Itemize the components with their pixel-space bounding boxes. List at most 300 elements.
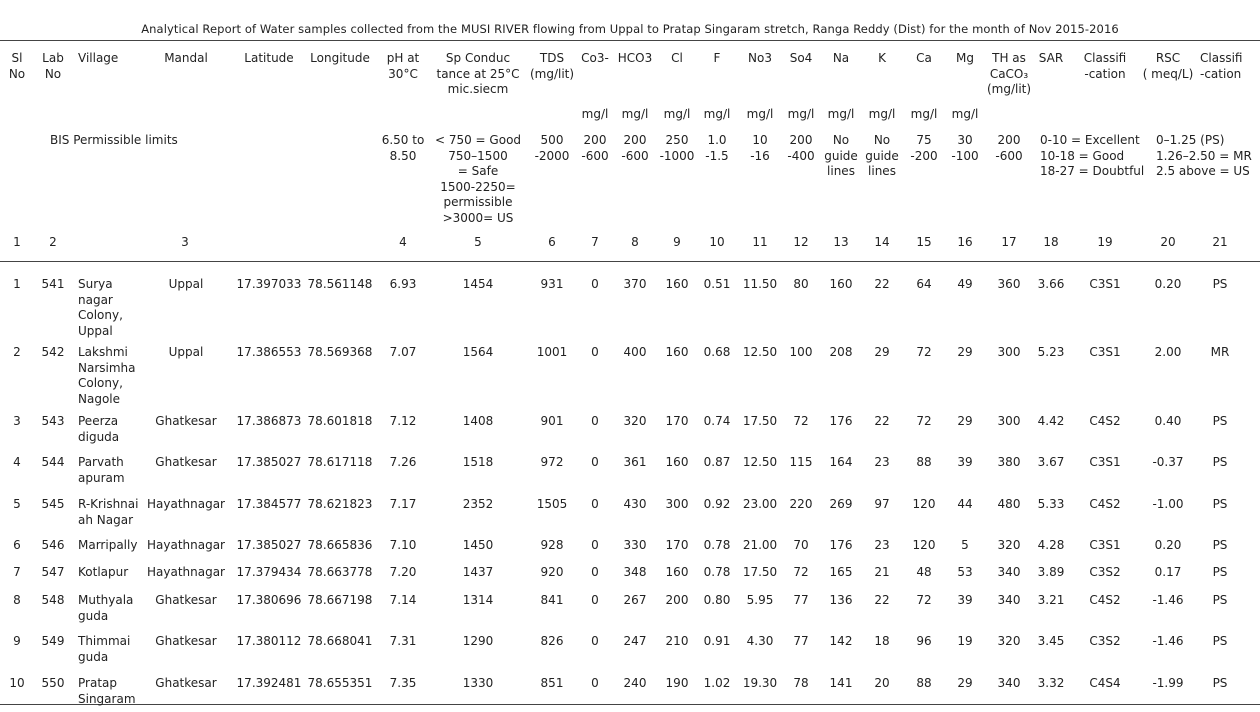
row-5-col-14-line: 70: [793, 538, 809, 552]
row-2-col-8: [527, 414, 577, 430]
limit-20: [1040, 133, 1150, 180]
row-1-col-8: [527, 345, 577, 361]
col-number-17-line: 15: [916, 235, 932, 249]
col-number-22-line: 20: [1160, 235, 1176, 249]
row-3-col-23-line: PS: [1212, 455, 1228, 469]
row-1-col-12-line: 0.68: [703, 345, 731, 359]
row-0-col-8: [527, 277, 577, 293]
row-9-col-4: [236, 676, 302, 692]
row-3-col-5-line: 78.617118: [307, 455, 373, 469]
row-1-col-19: [984, 345, 1034, 361]
limit-6-line: 8.50: [389, 148, 417, 163]
limit-18-line: -100: [951, 148, 979, 163]
row-3-col-8: [527, 455, 577, 471]
row-9-col-21: [1064, 676, 1146, 692]
row-0-col-5: [305, 277, 375, 293]
row-1-col-22-line: 2.00: [1154, 345, 1182, 359]
header-7-line: tance at 25°C: [436, 66, 520, 81]
col-number-11-line: 9: [673, 235, 681, 249]
header-8-line: TDS: [539, 51, 565, 65]
row-0-col-14-line: 80: [793, 277, 809, 291]
row-6-col-8-line: 920: [540, 565, 564, 579]
row-5-col-18-line: 5: [961, 538, 969, 552]
row-2-col-22-line: 0.40: [1154, 414, 1182, 428]
col-number-18: [946, 235, 984, 251]
row-4-col-8: [527, 497, 577, 513]
row-9-col-8-line: 851: [540, 676, 564, 690]
row-7-col-19-line: 340: [997, 593, 1021, 607]
row-5-col-4-line: 17.385027: [236, 538, 302, 552]
row-8-col-0-line: 9: [13, 634, 21, 648]
row-7-col-6: [381, 593, 425, 609]
row-8-col-9: [577, 634, 613, 650]
row-4-col-13-line: 23.00: [742, 497, 778, 511]
row-5-col-5: [305, 538, 375, 554]
row-6-col-15-line: 165: [829, 565, 853, 579]
header-15-line: Na: [832, 51, 850, 65]
row-6-col-17-line: 48: [916, 565, 932, 579]
row-0-col-14: [782, 277, 820, 293]
header-6-line: pH at: [386, 51, 420, 65]
row-5-col-7: [428, 538, 528, 554]
row-8-col-13: [739, 634, 781, 650]
row-6-col-2: [78, 565, 146, 581]
row-3-col-20-line: 3.67: [1037, 455, 1065, 469]
row-4-col-8-line: 1505: [536, 497, 568, 511]
row-7-col-7: [428, 593, 528, 609]
row-3-col-2-line: Parvath: [78, 455, 124, 469]
header-22-line: RSC: [1155, 51, 1181, 65]
row-6-col-14-line: 72: [793, 565, 809, 579]
row-9-col-13: [739, 676, 781, 692]
header-19-line: CaCO₃: [989, 66, 1029, 81]
header-10: [614, 51, 656, 67]
row-7-col-20-line: 3.21: [1037, 593, 1065, 607]
unit-16: [861, 107, 903, 123]
row-7-col-17-line: 72: [916, 593, 932, 607]
limit-19: [984, 133, 1034, 164]
header-21: [1064, 51, 1146, 82]
row-2-col-9-line: 0: [591, 414, 599, 428]
header-16: [861, 51, 903, 67]
row-6-col-22-line: 0.17: [1154, 565, 1182, 579]
col-number-6-line: 4: [399, 235, 407, 249]
row-0-col-5-line: 78.561148: [307, 277, 373, 291]
row-4-col-9: [577, 497, 613, 513]
limit-20-line: 0-10 = Excellent: [1040, 133, 1140, 147]
limit-11: [658, 133, 696, 164]
row-9-col-23-line: PS: [1212, 676, 1228, 690]
row-1-col-19-line: 300: [997, 345, 1021, 359]
row-5-col-12: [698, 538, 736, 554]
limit-14: [782, 133, 820, 164]
row-7-col-6-line: 7.14: [389, 593, 417, 607]
row-8-col-8-line: 826: [540, 634, 564, 648]
row-7-col-2: [78, 593, 146, 624]
col-number-12: [698, 235, 736, 251]
row-2-col-20-line: 4.42: [1037, 414, 1065, 428]
row-8-col-3: [145, 634, 227, 650]
row-1-col-9: [577, 345, 613, 361]
row-5-col-6-line: 7.10: [389, 538, 417, 552]
row-1-col-2: [78, 345, 146, 407]
row-7-col-13: [739, 593, 781, 609]
header-0: [0, 51, 34, 82]
row-5-col-15-line: 176: [829, 538, 853, 552]
header-6: [381, 51, 425, 82]
row-6-col-21-line: C3S2: [1089, 565, 1121, 579]
header-13: [739, 51, 781, 67]
row-6-col-12: [698, 565, 736, 581]
col-number-14-line: 12: [793, 235, 809, 249]
row-5-col-21-line: C3S1: [1089, 538, 1121, 552]
limit-13-line: -16: [750, 148, 770, 163]
row-9-col-19-line: 340: [997, 676, 1021, 690]
row-7-col-12-line: 0.80: [703, 593, 731, 607]
unit-11: [658, 107, 696, 123]
row-0-col-13-line: 11.50: [742, 277, 778, 291]
header-14: [782, 51, 820, 67]
row-1-col-21: [1064, 345, 1146, 361]
row-4-col-12-line: 0.92: [703, 497, 731, 511]
row-5-col-7-line: 1450: [462, 538, 494, 552]
row-1-col-17: [905, 345, 943, 361]
row-7-col-0: [0, 593, 34, 609]
row-9-col-8: [527, 676, 577, 692]
row-9-col-7: [428, 676, 528, 692]
row-8-col-7-line: 1290: [462, 634, 494, 648]
row-3-col-21-line: C3S1: [1089, 455, 1121, 469]
header-7-line: mic.siecm: [447, 82, 509, 96]
row-6-col-1: [34, 565, 72, 581]
row-2-col-12-line: 0.74: [703, 414, 731, 428]
row-5-col-8-line: 928: [540, 538, 564, 552]
limit-17-line: -200: [910, 148, 938, 163]
row-6-col-16: [861, 565, 903, 581]
row-2-col-17-line: 72: [916, 414, 932, 428]
row-3-col-12: [698, 455, 736, 471]
row-1-col-2-line: Nagole: [78, 391, 121, 406]
col-number-21: [1064, 235, 1146, 251]
limit-15: [821, 133, 861, 180]
row-8-col-22-line: -1.46: [1152, 634, 1184, 648]
row-1-col-15-line: 208: [829, 345, 853, 359]
row-7-col-21: [1064, 593, 1146, 609]
unit-12: [698, 107, 736, 123]
row-9-col-17-line: 88: [916, 676, 932, 690]
row-0-col-19: [984, 277, 1034, 293]
row-7-col-2-line: guda: [78, 608, 109, 623]
row-1-col-0: [0, 345, 34, 361]
row-0-col-1-line: 541: [41, 277, 65, 291]
row-9-col-5-line: 78.655351: [307, 676, 373, 690]
row-9-col-9-line: 0: [591, 676, 599, 690]
row-4-col-22-line: -1.00: [1152, 497, 1184, 511]
row-9-col-20: [1036, 676, 1066, 692]
col-number-1: [34, 235, 72, 251]
row-6-col-2-line: Kotlapur: [78, 565, 129, 579]
row-6-col-7: [428, 565, 528, 581]
header-5: [305, 51, 375, 67]
row-6-col-1-line: 547: [41, 565, 65, 579]
row-0-col-20-line: 3.66: [1037, 277, 1065, 291]
col-number-10-line: 8: [631, 235, 639, 249]
unit-15-line: mg/l: [827, 107, 855, 121]
row-5-col-3-line: Hayathnagar: [146, 538, 225, 552]
row-2-col-6-line: 7.12: [389, 414, 417, 428]
row-1-col-13: [739, 345, 781, 361]
row-0-col-3-line: Uppal: [168, 277, 204, 291]
row-6-col-19: [984, 565, 1034, 581]
row-5-col-2-line: Marripally: [78, 538, 138, 552]
header-9-line: Co3-: [581, 51, 609, 65]
row-4-col-5: [305, 497, 375, 513]
row-8-col-2-line: Thimmai: [78, 634, 131, 648]
row-2-col-15-line: 176: [829, 414, 853, 428]
limit-9: [577, 133, 613, 164]
row-4-col-2-line: ah Nagar: [78, 512, 134, 527]
row-5-col-8: [527, 538, 577, 554]
row-4-col-0: [0, 497, 34, 513]
row-8-col-4-line: 17.380112: [236, 634, 302, 648]
row-0-col-11-line: 160: [665, 277, 689, 291]
row-8-col-4: [236, 634, 302, 650]
row-8-col-11-line: 210: [665, 634, 689, 648]
row-5-col-2: [78, 538, 146, 554]
unit-15: [821, 107, 861, 123]
row-4-col-5-line: 78.621823: [307, 497, 373, 511]
row-5-col-12-line: 0.78: [703, 538, 731, 552]
row-8-col-18-line: 19: [957, 634, 973, 648]
row-3-col-14-line: 115: [789, 455, 813, 469]
row-4-col-18: [946, 497, 984, 513]
header-4: [236, 51, 302, 67]
row-1-col-7-line: 1564: [462, 345, 494, 359]
limit-17: [905, 133, 943, 164]
row-8-col-23-line: PS: [1212, 634, 1228, 648]
row-4-col-23-line: PS: [1212, 497, 1228, 511]
row-7-col-18: [946, 593, 984, 609]
row-3-col-18: [946, 455, 984, 471]
row-2-col-10: [614, 414, 656, 430]
limit-18: [946, 133, 984, 164]
row-8-col-6-line: 7.31: [389, 634, 417, 648]
col-number-0-line: 1: [13, 235, 21, 249]
row-4-col-6: [381, 497, 425, 513]
row-1-col-18: [946, 345, 984, 361]
row-2-col-18: [946, 414, 984, 430]
row-4-col-17-line: 120: [912, 497, 936, 511]
row-0-col-16-line: 22: [874, 277, 890, 291]
row-6-col-6: [381, 565, 425, 581]
row-8-col-12-line: 0.91: [703, 634, 731, 648]
row-4-col-16: [861, 497, 903, 513]
row-7-col-0-line: 8: [13, 593, 21, 607]
row-6-col-10-line: 348: [623, 565, 647, 579]
unit-10: [614, 107, 656, 123]
col-number-1-line: 2: [49, 235, 57, 249]
col-number-13-line: 11: [752, 235, 768, 249]
limit-11-line: 250: [665, 133, 689, 147]
row-2-col-8-line: 901: [540, 414, 564, 428]
limit-20-line: 10-18 = Good: [1040, 148, 1125, 163]
row-8-col-1: [34, 634, 72, 650]
row-5-col-9-line: 0: [591, 538, 599, 552]
col-number-11: [658, 235, 696, 251]
row-3-col-17: [905, 455, 943, 471]
row-0-col-6-line: 6.93: [389, 277, 417, 291]
limit-12: [698, 133, 736, 164]
header-19: [984, 51, 1034, 98]
row-9-col-3-line: Ghatkesar: [155, 676, 217, 690]
row-2-col-20: [1036, 414, 1066, 430]
row-8-col-22: [1140, 634, 1196, 650]
row-9-col-22: [1140, 676, 1196, 692]
limit-9-line: 200: [583, 133, 607, 147]
row-1-col-17-line: 72: [916, 345, 932, 359]
row-9-col-12-line: 1.02: [703, 676, 731, 690]
row-9-col-14: [782, 676, 820, 692]
limit-8: [527, 133, 577, 164]
row-0-col-17: [905, 277, 943, 293]
limit-14-line: 200: [789, 133, 813, 147]
row-0-col-1: [34, 277, 72, 293]
row-1-col-11: [658, 345, 696, 361]
row-3-col-19: [984, 455, 1034, 471]
row-2-col-5-line: 78.601818: [307, 414, 373, 428]
row-7-col-11-line: 200: [665, 593, 689, 607]
row-6-col-0-line: 7: [13, 565, 21, 579]
header-16-line: K: [878, 51, 886, 65]
row-7-col-8: [527, 593, 577, 609]
row-3-col-16: [861, 455, 903, 471]
row-2-col-18-line: 29: [957, 414, 973, 428]
row-8-col-2-line: guda: [78, 649, 109, 664]
limit-9-line: -600: [581, 148, 609, 163]
row-2-col-6: [381, 414, 425, 430]
row-8-col-17-line: 96: [916, 634, 932, 648]
col-number-19-line: 17: [1001, 235, 1017, 249]
row-1-col-20: [1036, 345, 1066, 361]
row-8-col-15: [821, 634, 861, 650]
row-0-col-13: [739, 277, 781, 293]
row-1-col-14-line: 100: [789, 345, 813, 359]
row-4-col-15-line: 269: [829, 497, 853, 511]
row-6-col-13-line: 17.50: [742, 565, 778, 579]
header-4-line: Latitude: [244, 51, 294, 65]
row-1-col-5-line: 78.569368: [307, 345, 373, 359]
row-2-col-19: [984, 414, 1034, 430]
row-6-col-13: [739, 565, 781, 581]
row-2-col-2-line: diguda: [78, 429, 120, 444]
row-3-col-10-line: 361: [623, 455, 647, 469]
header-23-line: Classifi: [1200, 51, 1243, 65]
col-number-20: [1036, 235, 1066, 251]
header-9: [577, 51, 613, 67]
row-8-col-9-line: 0: [591, 634, 599, 648]
unit-17-line: mg/l: [910, 107, 938, 121]
header-2-line: Village: [78, 51, 119, 65]
row-9-col-18-line: 29: [957, 676, 973, 690]
row-1-col-3-line: Uppal: [168, 345, 204, 359]
limit-13: [739, 133, 781, 164]
col-number-2: [150, 235, 220, 251]
row-9-col-4-line: 17.392481: [236, 676, 302, 690]
row-3-col-2: [78, 455, 146, 486]
col-number-22: [1140, 235, 1196, 251]
row-7-col-10-line: 267: [623, 593, 647, 607]
row-0-col-4-line: 17.397033: [236, 277, 302, 291]
row-3-col-22-line: -0.37: [1152, 455, 1184, 469]
row-5-col-15: [821, 538, 861, 554]
row-9-col-9: [577, 676, 613, 692]
row-2-col-7-line: 1408: [462, 414, 494, 428]
row-7-col-10: [614, 593, 656, 609]
row-3-col-17-line: 88: [916, 455, 932, 469]
row-3-col-11: [658, 455, 696, 471]
limit-19-line: 200: [997, 133, 1021, 147]
row-0-col-0: [0, 277, 34, 293]
unit-14: [782, 107, 820, 123]
row-0-col-8-line: 931: [540, 277, 564, 291]
row-2-col-11-line: 170: [665, 414, 689, 428]
unit-18: [946, 107, 984, 123]
row-0-col-9: [577, 277, 613, 293]
row-4-col-1-line: 545: [41, 497, 65, 511]
row-1-col-4-line: 17.386553: [236, 345, 302, 359]
header-22-line: ( meq/L): [1142, 66, 1194, 81]
row-7-col-19: [984, 593, 1034, 609]
row-2-col-7: [428, 414, 528, 430]
header-8-line: (mg/lit): [529, 66, 575, 81]
row-4-col-23: [1200, 497, 1240, 513]
row-7-col-4-line: 17.380696: [236, 593, 302, 607]
col-number-7: [428, 235, 528, 251]
row-9-col-10-line: 240: [623, 676, 647, 690]
limit-10: [614, 133, 656, 164]
row-4-col-17: [905, 497, 943, 513]
header-11: [658, 51, 696, 67]
col-number-2-line: 3: [181, 235, 189, 249]
row-7-col-14: [782, 593, 820, 609]
row-5-col-13-line: 21.00: [742, 538, 778, 552]
row-5-col-17-line: 120: [912, 538, 936, 552]
header-2: [78, 51, 146, 67]
row-6-col-5-line: 78.663778: [307, 565, 373, 579]
col-number-8: [527, 235, 577, 251]
row-2-col-2: [78, 414, 146, 445]
row-2-col-5: [305, 414, 375, 430]
row-4-col-4: [236, 497, 302, 513]
row-6-col-9: [577, 565, 613, 581]
unit-11-line: mg/l: [663, 107, 691, 121]
row-0-col-22-line: 0.20: [1154, 277, 1182, 291]
row-3-col-3-line: Ghatkesar: [155, 455, 217, 469]
row-9-col-2: [78, 676, 146, 707]
header-12: [698, 51, 736, 67]
row-9-col-2-line: Singaram: [78, 691, 136, 706]
row-3-col-0: [0, 455, 34, 471]
row-2-col-9: [577, 414, 613, 430]
row-6-col-0: [0, 565, 34, 581]
row-5-col-16: [861, 538, 903, 554]
row-4-col-3-line: Hayathnagar: [146, 497, 225, 511]
row-7-col-3-line: Ghatkesar: [155, 593, 217, 607]
row-5-col-9: [577, 538, 613, 554]
row-6-col-12-line: 0.78: [703, 565, 731, 579]
col-number-15-line: 13: [833, 235, 849, 249]
row-1-col-18-line: 29: [957, 345, 973, 359]
